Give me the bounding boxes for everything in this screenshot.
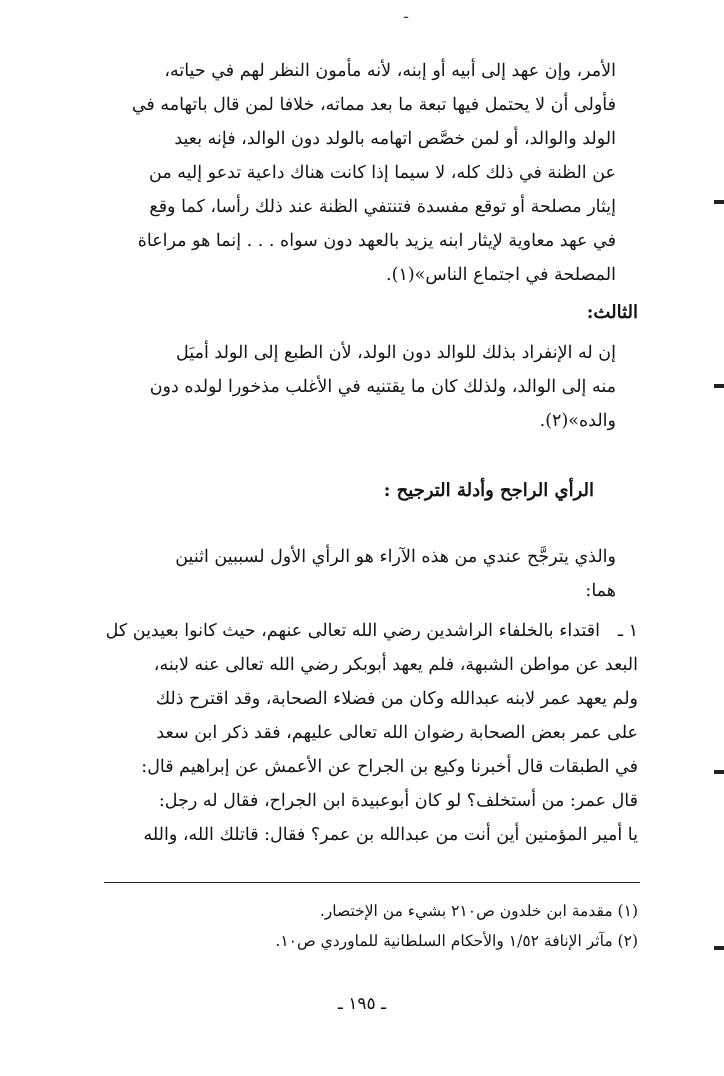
item-line: قال عمر: من أستخلف؟ لو كان أبوعبيدة ابن الجراح، فقال له رجل:: [158, 791, 638, 811]
item-line: في الطبقات قال أخبرنا وكيع بن الجراح عن الأعمش عن إبراهيم قال:: [141, 757, 638, 777]
quote-line: الولد والوالد، أو لمن خصَّص اتهامه بالولد دون الوالد، فإنه بعيد: [174, 129, 616, 149]
scan-edge-mark: [714, 200, 724, 204]
item-line: البعد عن مواطن الشبهة، فلم يعهد أبوبكر رضي الله تعالى عنه لابنه،: [153, 655, 638, 675]
scan-edge-mark: [714, 770, 724, 774]
quote-line: فأولى أن لا يحتمل فيها تبعة ما بعد مماته، خلافا لمن قال باتهامه في: [131, 95, 616, 115]
item-number: ١ ـ: [617, 621, 638, 641]
top-mark: ـ: [404, 6, 409, 22]
page-number: ـ ١٩٥ ـ: [337, 994, 387, 1014]
item-line: ولم يعهد عمر لابنه عبدالله وكان من فضلاء الصحابة، وقد اقترح ذلك: [155, 689, 638, 709]
third-line: والده»(٢).: [539, 411, 616, 431]
third-line: إن له الإنفراد بذلك للوالد دون الولد، لأن الطبع إلى الولد أميَل: [176, 343, 616, 363]
third-opinion-heading: الثالث:: [586, 302, 638, 323]
item-line: يا أمير المؤمنين أين أنت من عبدالله بن عمر؟ فقال: قاتلك الله، والله: [143, 825, 638, 845]
footnote-1: (١) مقدمة ابن خلدون ص٢١٠ بشيء من الإختصار.: [319, 902, 638, 920]
quote-line: إيثار مصلحة أو توقع مفسدة فتنتفي الظنة عند ذلك رأسا، كما وقع: [149, 197, 616, 217]
quote-line: الأمر، وإن عهد إلى أبيه أو إبنه، لأنه مأمون النظر لهم في حياته،: [164, 61, 616, 81]
footnote-2: (٢) مآثر الإنافة ١/٥٢ والأحكام السلطانية للماوردي ص١٠.: [275, 932, 638, 950]
quote-line: عن الظنة في ذلك كله، لا سيما إذا كانت هناك داعية تدعو إليه من: [149, 163, 616, 183]
third-line: منه إلى الوالد، ولذلك كان ما يقتنيه في الأغلب مذخورا لولده دون: [149, 377, 616, 397]
item-line: اقتداء بالخلفاء الراشدين رضي الله تعالى عنهم، حيث كانوا بعيدين كل: [105, 621, 600, 641]
preferred-line: والذي يترجَّح عندي من هذه الآراء هو الرأي الأول لسببين اثنين: [175, 547, 616, 567]
scan-edge-mark: [714, 946, 724, 950]
preferred-line: هما:: [585, 581, 616, 601]
item-line: على عمر بعض الصحابة رضوان الله تعالى عليهم، فقد ذكر ابن سعد: [156, 723, 638, 743]
scan-edge-mark: [714, 384, 724, 388]
section-heading: الرأي الراجح وأدلة الترجيح :: [383, 480, 594, 501]
quote-line: المصلحة في اجتماع الناس»(١).: [386, 265, 616, 285]
footnote-divider: [104, 882, 640, 883]
quote-line: في عهد معاوية لإيثار ابنه يزيد بالعهد دون سواه . . . إنما هو مراعاة: [137, 231, 616, 251]
